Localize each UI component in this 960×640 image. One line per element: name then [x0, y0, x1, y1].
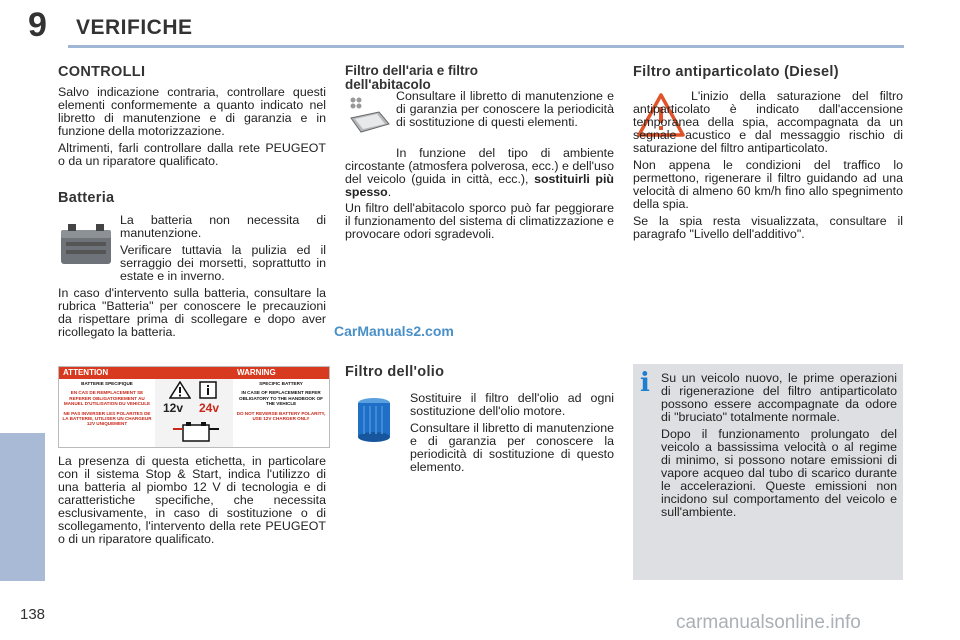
filtro-antiparticolato-paragraph-3: Se la spia resta visualizzata, consultare il paragrafo "Livello dell'additivo".	[633, 214, 903, 241]
label-right-panel	[233, 367, 329, 447]
batteria-heading: Batteria	[58, 190, 115, 206]
controlli-paragraph-2: Altrimenti, farli controllare dalla rete PEUGEOT o da un riparatore qualificato.	[58, 141, 326, 168]
controlli-heading: CONTROLLI	[58, 64, 146, 80]
label-right-top: SPECIFIC BATTERY	[259, 381, 303, 386]
controlli-paragraph-1: Salvo indicazione contraria, controllare questi elementi conformemente a quanto indicato nel libretto di manutenzione e di garanzia e in funzione della motorizzazione.	[58, 85, 326, 138]
label-warning: WARNING	[233, 367, 329, 379]
info-icon: i	[640, 368, 650, 398]
info-paragraph-1: Su un veicolo nuovo, le prime operazioni di rigenerazione del filtro antiparticolato possono essere accompagnate da odore di "bruciato" totalmente normale.	[661, 371, 897, 424]
label-left-top-sub: EN CAS DE REMPLACEMENT SE REFERER OBLIGATOIREMENT AU MANUEL D'UTILISATION DU VEHICULE	[63, 390, 151, 407]
filtro-aria-p2-end: .	[387, 185, 392, 199]
label-left-top: BATTERIE SPECIFIQUE	[81, 381, 133, 386]
label-header-center	[155, 367, 233, 379]
label-left-panel	[59, 367, 155, 447]
filtro-olio-paragraph-2: Consultare il libretto di manutenzione e di garanzia per conoscere la periodicità di sostituzione di questo elemento.	[410, 421, 614, 474]
label-attention: ATTENTION	[59, 367, 155, 379]
filtro-aria-paragraph-2	[345, 147, 614, 199]
chapter-side-tab[interactable]	[0, 433, 45, 581]
filtro-olio-heading: Filtro dell'olio	[345, 364, 445, 380]
air-filter-icon	[345, 94, 393, 142]
filtro-aria-paragraph-3: Un filtro dell'abitacolo sporco può far peggiorare il funzionamento del sistema di climatizzazione e provocare odori sgradevoli.	[345, 201, 614, 241]
batteria-paragraph-3: In caso d'intervento sulla batteria, consultare la rubrica "Batteria" per conoscere le precauzioni da rispettare prima di scollegare e dopo aver ricollegato la batteria.	[58, 286, 326, 339]
batteria-intro-text	[120, 214, 326, 287]
filtro-aria-p2-text: In funzione del tipo di ambiente circostante (atmosfera polverosa, ecc.) e dell'uso del veicolo (guida in città, ecc.),	[345, 146, 614, 186]
filtro-antiparticolato-paragraph-2: Non appena le condizioni del traffico lo permettono, rigenerare il filtro guidando ad una velocità di almeno 60 km/h fino allo spegnimento della spia.	[633, 158, 903, 211]
filtro-aria-heading: Filtro dell'aria e filtro dell'abitacolo	[345, 63, 478, 92]
batteria-paragraph-2: Verificare tuttavia la pulizia ed il serraggio dei morsetti, soprattutto in estate e in inverno.	[120, 243, 326, 283]
filtro-olio-text	[410, 392, 614, 478]
header-rule	[68, 45, 904, 48]
filtro-antiparticolato-text	[633, 90, 903, 245]
label-volt-bad: 24v	[199, 401, 220, 415]
carmanuals-watermark[interactable]: CarManuals2.com	[334, 323, 454, 339]
info-paragraph-2: Dopo il funzionamento prolungato del veicolo a bassissima velocità o al regime di minimo, si possono notare emissioni di vapore acqueo dal tubo di scarico durante le accelerazioni. Queste emissioni non incidono sul comportamento del veicolo e sull'ambiente.	[661, 427, 897, 519]
filtro-aria-p2-bold: sostituirli più spesso	[345, 172, 614, 199]
batteria-paragraph-1: La batteria non necessita di manutenzione.	[120, 213, 326, 240]
page-number: 138	[20, 606, 46, 623]
filtro-antiparticolato-paragraph-1: L'inizio della saturazione del filtro antiparticolato è indicato dall'accensione temporanea della spia, accompagnata da un segnale acustico e dal messaggio rischio di saturazione del filtro antiparticolato.	[633, 89, 903, 155]
charger-battery-icon	[171, 421, 221, 448]
label-right-bottom: DO NOT REVERSE BATTERY POLARITY, USE 12V CHARGER ONLY	[236, 410, 326, 422]
info-text	[661, 372, 897, 523]
chapter-number: 9	[28, 6, 47, 44]
battery-icon	[58, 216, 114, 272]
controlli-text	[58, 86, 326, 172]
battery-warning-label	[58, 366, 330, 448]
label-right-top-sub: IN CASE OF REPLACEMENT REFER OBLIGATORY TO THE HANDBOOK OF THE VEHICLE	[239, 390, 323, 407]
filtro-antiparticolato-heading: Filtro antiparticolato (Diesel)	[633, 64, 839, 80]
carmanualsonline-watermark[interactable]: carmanualsonline.info	[676, 612, 861, 633]
filtro-olio-paragraph-1: Sostituire il filtro dell'olio ad ogni sostituzione dell'olio motore.	[410, 391, 614, 418]
oil-filter-icon	[352, 396, 396, 444]
batteria-paragraph-4: La presenza di questa etichetta, in particolare con il sistema Stop & Start, indica l'utilizzo di una batteria al piombo 12 V di tecnologia e di caratteristiche specifiche, che necessita esclusivamente, in caso di sostituzione o di scollegamento, l'intervento della rete PEUGEOT o di un riparatore qualificato.	[58, 454, 326, 546]
label-volt-ok: 12v	[163, 401, 184, 415]
label-left-bottom: NE PAS INVERSER LES POLARITES DE LA BATTERIE, UTILISER UN CHARGEUR 12V UNIQUEMENT	[62, 410, 152, 427]
filtro-aria-paragraph-1: Consultare il libretto di manutenzione e di garanzia per conoscere la periodicità di sostituzione di questi elementi.	[396, 89, 614, 129]
chapter-title: VERIFICHE	[76, 16, 193, 39]
